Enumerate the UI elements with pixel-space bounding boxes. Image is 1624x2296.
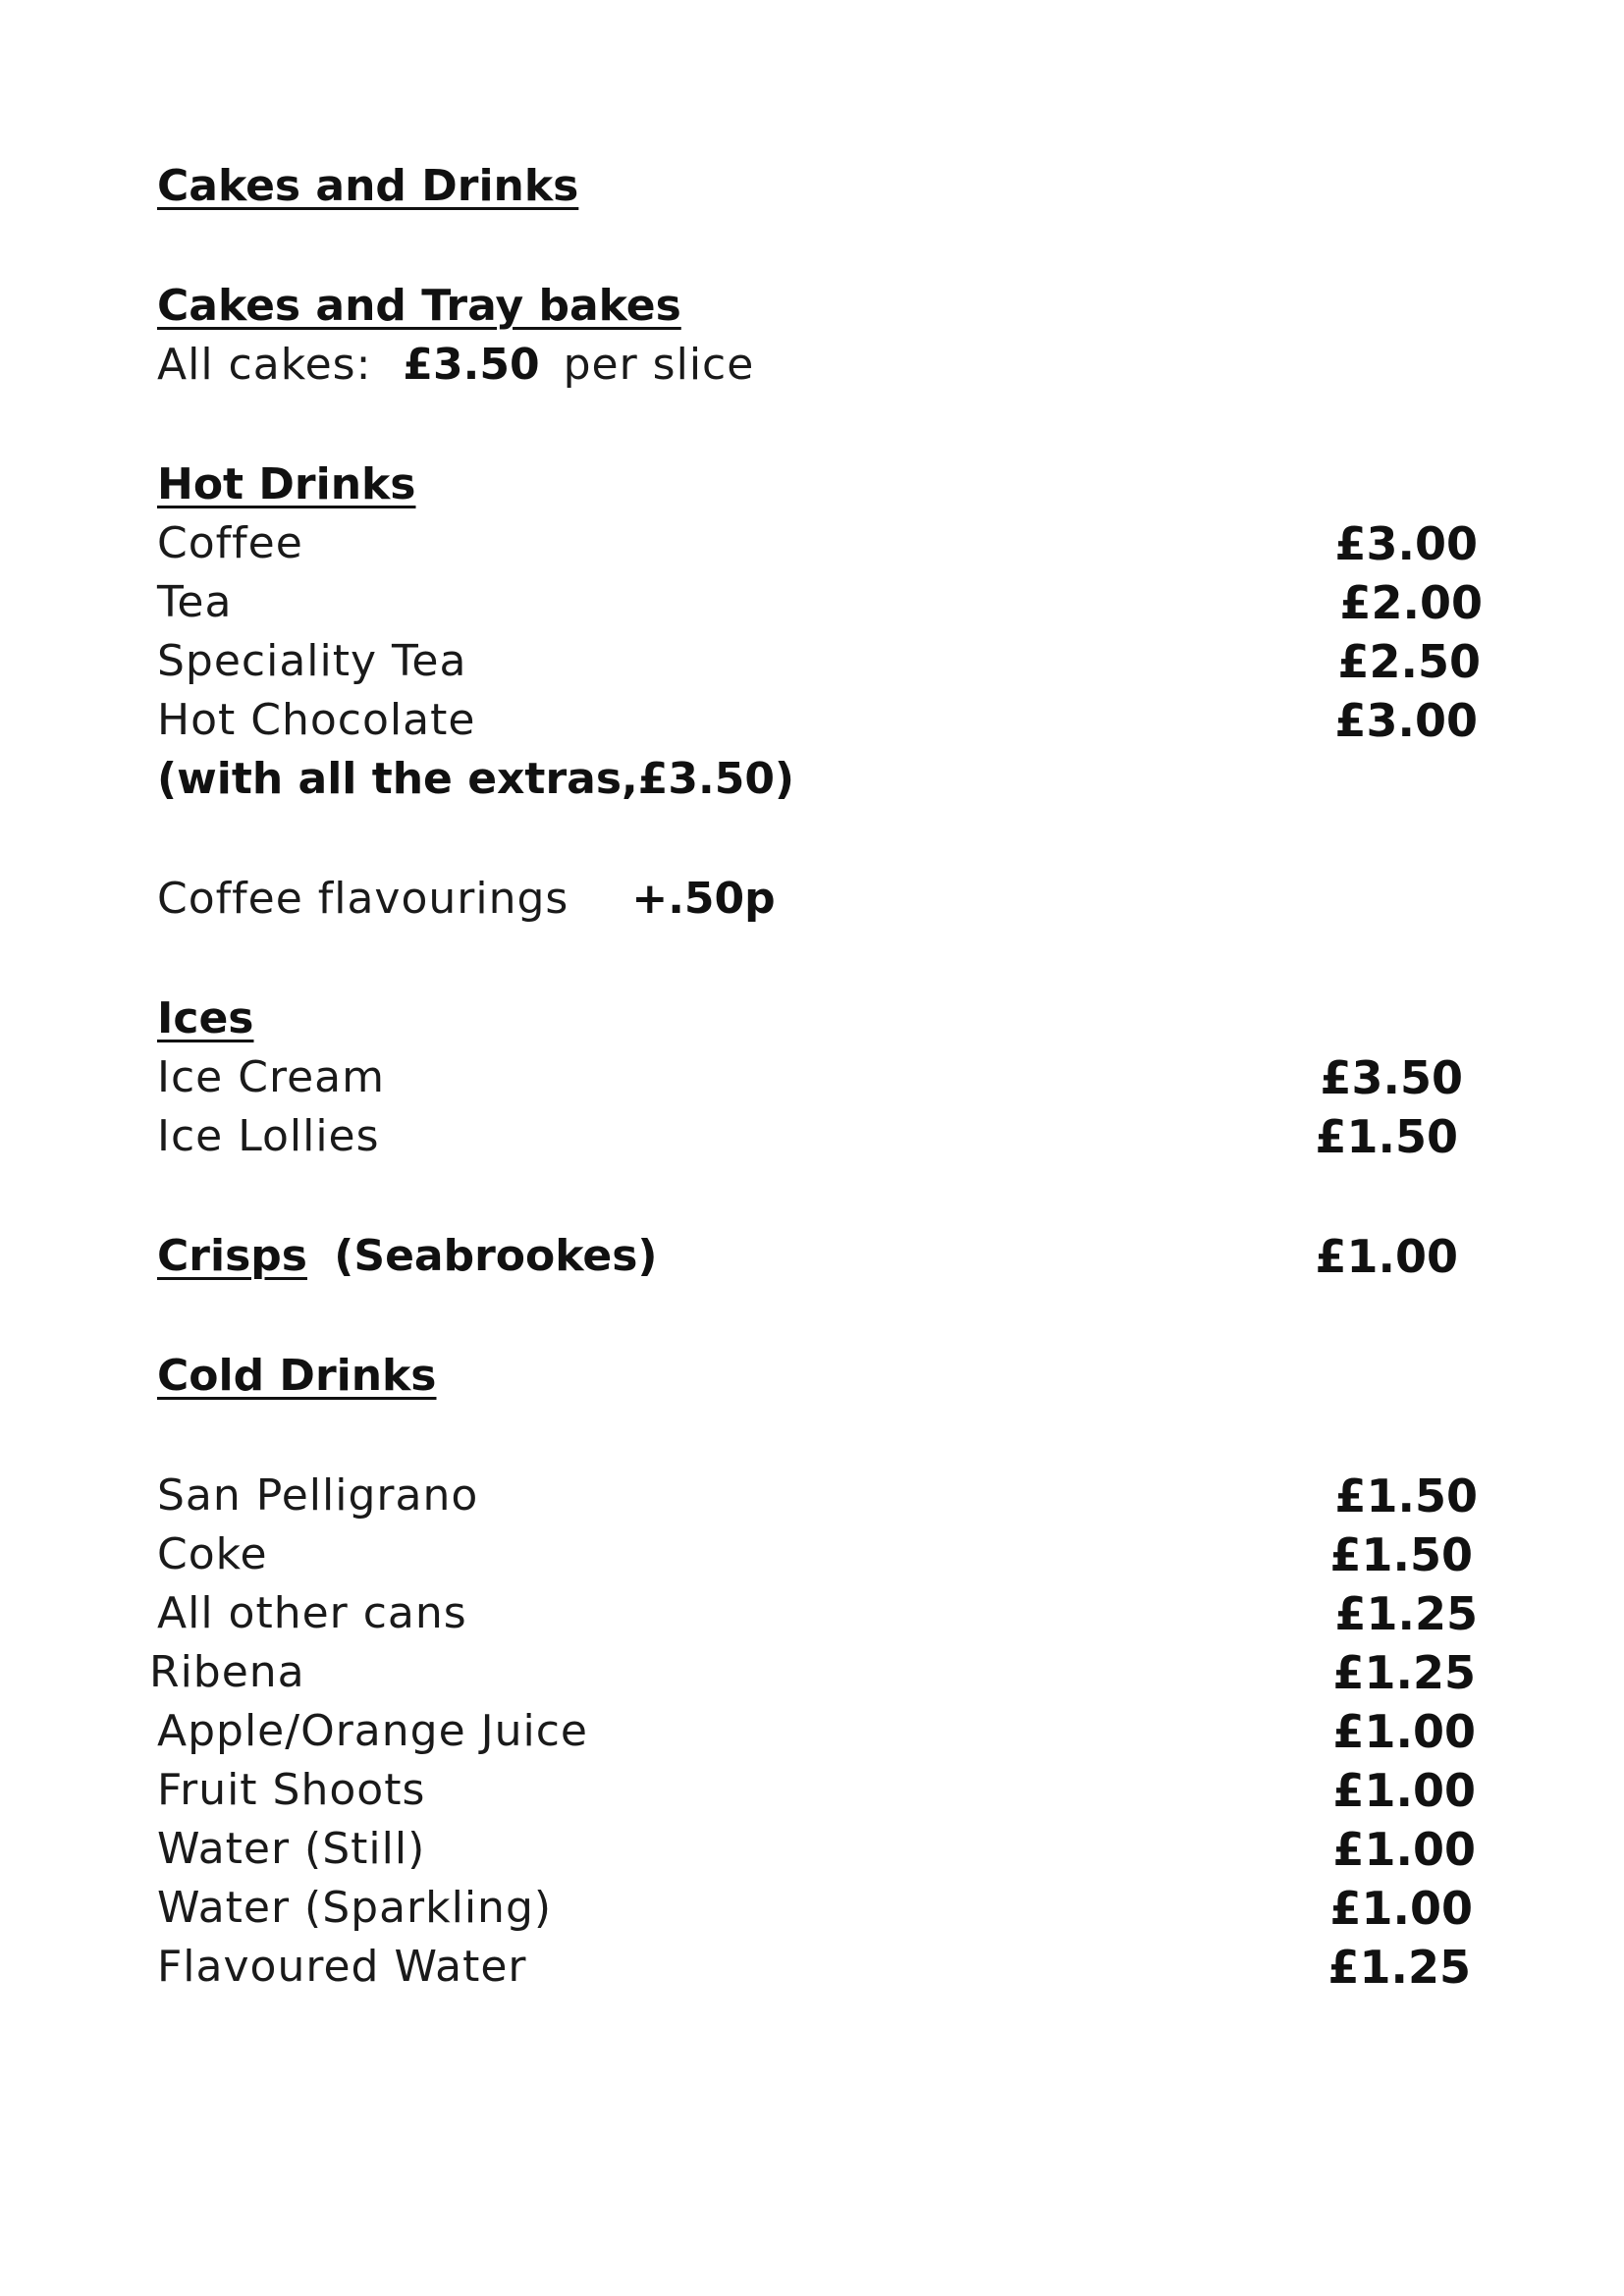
menu-item-price: £1.00	[1332, 1705, 1476, 1758]
menu-item-price: £1.00	[1332, 1823, 1476, 1876]
crisps-detail: (Seabrookes)	[334, 1231, 658, 1281]
menu-item-price: £1.00	[1332, 1764, 1476, 1817]
flavourings-price: +.50p	[631, 874, 776, 924]
flavourings-label: Coffee flavourings	[157, 874, 569, 924]
menu-item-price: £1.25	[1327, 1941, 1471, 1994]
menu-item-name: Coke	[157, 1529, 268, 1579]
menu-item-price: £1.00	[1329, 1882, 1473, 1935]
menu-item-name: Hot Chocolate	[157, 695, 476, 745]
menu-item-name: All other cans	[157, 1588, 467, 1638]
cakes-line	[157, 336, 754, 395]
menu-item-price: £3.00	[1334, 517, 1478, 570]
cakes-price: £3.50	[403, 340, 540, 390]
menu-item-price: £3.50	[1320, 1051, 1463, 1104]
ices-heading: Ices	[157, 993, 254, 1043]
menu-item-price: £3.00	[1334, 694, 1478, 747]
crisps-heading: Crisps	[157, 1231, 307, 1281]
menu-item-name: Speciality Tea	[157, 636, 467, 686]
crisps-price: £1.00	[1315, 1230, 1458, 1283]
menu-item-name: Coffee	[157, 518, 303, 568]
hot-drinks-heading: Hot Drinks	[157, 459, 416, 509]
menu-item-name: Water (Sparkling)	[157, 1883, 553, 1933]
menu-item-name: Water (Still)	[157, 1824, 426, 1874]
menu-item-price: £1.25	[1334, 1587, 1478, 1640]
coffee-flavourings-line	[157, 870, 776, 929]
menu-item-price: £1.25	[1332, 1646, 1476, 1699]
crisps-line	[157, 1227, 658, 1286]
menu-item-price: £1.50	[1334, 1469, 1478, 1522]
menu-item-price: £2.50	[1337, 635, 1481, 688]
menu-item-name: Flavoured Water	[157, 1942, 527, 1992]
hot-chocolate-note: (with all the extras,£3.50)	[157, 754, 795, 804]
menu-item-price: £1.50	[1315, 1110, 1458, 1163]
cakes-label: All cakes:	[157, 340, 372, 390]
menu-item-name: Ice Lollies	[157, 1111, 380, 1161]
page-title: Cakes and Drinks	[157, 161, 579, 211]
menu-item-name: Tea	[157, 577, 233, 627]
menu-item-name: Ice Cream	[157, 1052, 385, 1102]
menu-item-name: Ribena	[149, 1647, 305, 1697]
cakes-heading: Cakes and Tray bakes	[157, 281, 681, 331]
menu-item-name: San Pelligrano	[157, 1470, 479, 1521]
cakes-suffix: per slice	[563, 340, 755, 390]
menu-item-price: £2.00	[1339, 576, 1483, 629]
menu-item-name: Fruit Shoots	[157, 1765, 426, 1815]
menu-item-price: £1.50	[1329, 1528, 1473, 1581]
cold-drinks-heading: Cold Drinks	[157, 1351, 437, 1401]
menu-item-name: Apple/Orange Juice	[157, 1706, 588, 1756]
